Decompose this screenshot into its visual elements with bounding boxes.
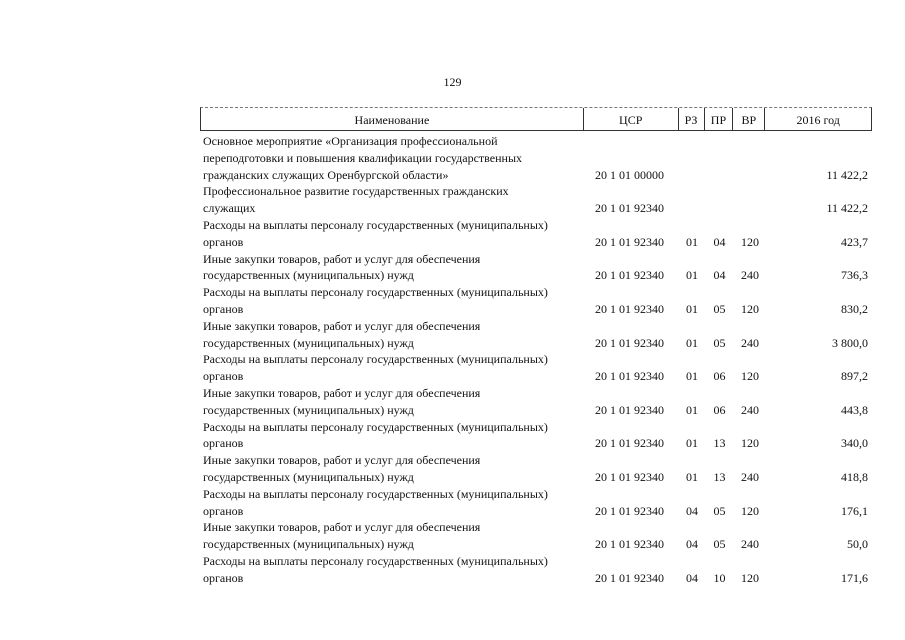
row-vr: 120 [741, 436, 759, 451]
row-pr: 10 [713, 570, 726, 585]
page-number: 129 [443, 75, 462, 89]
row-name [200, 284, 584, 318]
row-vr: 240 [741, 469, 759, 484]
row-name-line: государственных (муниципальных) нужд [203, 335, 414, 350]
row-csr: 20 1 01 00000 [595, 167, 664, 182]
row-csr: 20 1 01 92340 [595, 234, 664, 249]
row-amount: 176,1 [841, 503, 868, 518]
row-name [200, 217, 584, 251]
header-rz: РЗ [679, 108, 705, 130]
row-amount: 3 800,0 [832, 335, 868, 350]
row-name-line: государственных (муниципальных) нужд [203, 537, 414, 552]
row-rz: 01 [686, 402, 698, 417]
row-name [200, 419, 584, 453]
row-name-line: гражданских служащих Оренбургской области» [203, 167, 449, 182]
row-name [200, 519, 584, 553]
table-row [200, 419, 872, 453]
row-name-line: Расходы на выплаты персоналу государственных (муниципальных) [203, 553, 548, 568]
table-row [200, 553, 872, 587]
row-name-line: Иные закупки товаров, работ и услуг для обеспечения [203, 318, 481, 333]
row-rz: 01 [686, 436, 698, 451]
row-name [200, 351, 584, 385]
row-csr: 20 1 01 92340 [595, 570, 664, 585]
row-csr: 20 1 01 92340 [595, 268, 664, 283]
row-amount: 11 422,2 [826, 201, 868, 216]
row-rz: 01 [686, 369, 698, 384]
row-pr: 13 [713, 469, 726, 484]
row-pr: 13 [713, 436, 726, 451]
row-amount: 418,8 [841, 469, 868, 484]
row-rz: 04 [686, 503, 698, 518]
table-row [200, 284, 872, 318]
row-name-line: органов [203, 570, 244, 585]
row-name-line: Основное мероприятие «Организация профессиональной [203, 134, 498, 148]
table-row [200, 133, 872, 183]
row-name-line: органов [203, 234, 244, 249]
row-pr: 04 [713, 234, 726, 249]
row-pr: 06 [713, 369, 726, 384]
row-name [200, 133, 584, 183]
header-name: Наименование [201, 108, 584, 130]
row-name [200, 452, 584, 486]
row-csr: 20 1 01 92340 [595, 335, 664, 350]
row-csr: 20 1 01 92340 [595, 301, 664, 316]
row-name-line: государственных (муниципальных) нужд [203, 268, 414, 283]
header-year: 2016 год [796, 113, 840, 127]
row-name-line: Расходы на выплаты персоналу государственных (муниципальных) [203, 217, 548, 232]
row-rz: 01 [686, 301, 698, 316]
row-rz: 01 [686, 234, 698, 249]
row-name-line: Иные закупки товаров, работ и услуг для обеспечения [203, 520, 481, 535]
row-vr: 240 [741, 268, 759, 283]
row-pr: 05 [713, 503, 726, 518]
table-row [200, 183, 872, 217]
table-row [200, 351, 872, 385]
header-csr: ЦСР [584, 108, 679, 130]
row-vr: 240 [741, 537, 759, 552]
row-name-line: органов [203, 503, 244, 518]
row-pr: 05 [713, 335, 726, 350]
budget-table [200, 107, 872, 587]
header-pr: ПР [705, 108, 734, 130]
row-rz: 04 [686, 570, 698, 585]
row-csr: 20 1 01 92340 [595, 402, 664, 417]
table-row [200, 486, 872, 520]
row-csr: 20 1 01 92340 [595, 369, 664, 384]
row-vr: 120 [741, 234, 759, 249]
row-pr: 05 [713, 301, 726, 316]
row-vr: 120 [741, 369, 759, 384]
row-amount: 171,6 [841, 570, 868, 585]
row-name-line: Иные закупки товаров, работ и услуг для обеспечения [203, 453, 481, 468]
row-name-line: органов [203, 436, 244, 451]
row-vr: 120 [741, 570, 759, 585]
row-csr: 20 1 01 92340 [595, 436, 664, 451]
row-csr: 20 1 01 92340 [595, 503, 664, 518]
row-vr: 120 [741, 301, 759, 316]
row-name-line: органов [203, 301, 244, 316]
row-rz: 04 [686, 537, 698, 552]
row-rz: 01 [686, 335, 698, 350]
table-row [200, 251, 872, 285]
header-vr: ВР [733, 108, 765, 130]
row-vr: 240 [741, 402, 759, 417]
row-name [200, 486, 584, 520]
row-amount: 830,2 [841, 301, 868, 316]
row-name-line: Иные закупки товаров, работ и услуг для обеспечения [203, 385, 481, 400]
table-header [200, 107, 872, 131]
row-name [200, 318, 584, 352]
row-name [200, 251, 584, 285]
row-pr: 05 [713, 537, 726, 552]
row-csr: 20 1 01 92340 [595, 201, 664, 216]
row-rz: 01 [686, 469, 698, 484]
row-name-line: органов [203, 369, 244, 384]
table-row [200, 452, 872, 486]
table-row [200, 385, 872, 419]
row-name [200, 183, 584, 217]
row-amount: 50,0 [847, 537, 868, 552]
row-amount: 736,3 [841, 268, 868, 283]
row-pr: 06 [713, 402, 726, 417]
row-name-line: Профессиональное развитие государственных гражданских [203, 184, 509, 199]
table-body [200, 133, 872, 587]
row-amount: 423,7 [841, 234, 868, 249]
row-name-line: Расходы на выплаты персоналу государственных (муниципальных) [203, 352, 548, 367]
row-name-line: Расходы на выплаты персоналу государственных (муниципальных) [203, 419, 548, 434]
row-name-line: Иные закупки товаров, работ и услуг для обеспечения [203, 251, 481, 266]
row-amount: 443,8 [841, 402, 868, 417]
table-row [200, 217, 872, 251]
row-name-line: Расходы на выплаты персоналу государственных (муниципальных) [203, 486, 548, 501]
row-name [200, 385, 584, 419]
row-amount: 11 422,2 [826, 167, 868, 182]
row-name-line: служащих [203, 201, 256, 216]
table-row [200, 318, 872, 352]
row-pr: 04 [713, 268, 726, 283]
row-name-line: государственных (муниципальных) нужд [203, 469, 414, 484]
row-amount: 897,2 [841, 369, 868, 384]
row-rz: 01 [686, 268, 698, 283]
row-name-line: государственных (муниципальных) нужд [203, 402, 414, 417]
row-amount: 340,0 [841, 436, 868, 451]
row-name [200, 553, 584, 587]
row-csr: 20 1 01 92340 [595, 537, 664, 552]
row-vr: 120 [741, 503, 759, 518]
row-vr: 240 [741, 335, 759, 350]
row-name-line: переподготовки и повышения квалификации государственных [203, 150, 523, 165]
table-row [200, 519, 872, 553]
row-csr: 20 1 01 92340 [595, 469, 664, 484]
row-name-line: Расходы на выплаты персоналу государственных (муниципальных) [203, 285, 548, 300]
